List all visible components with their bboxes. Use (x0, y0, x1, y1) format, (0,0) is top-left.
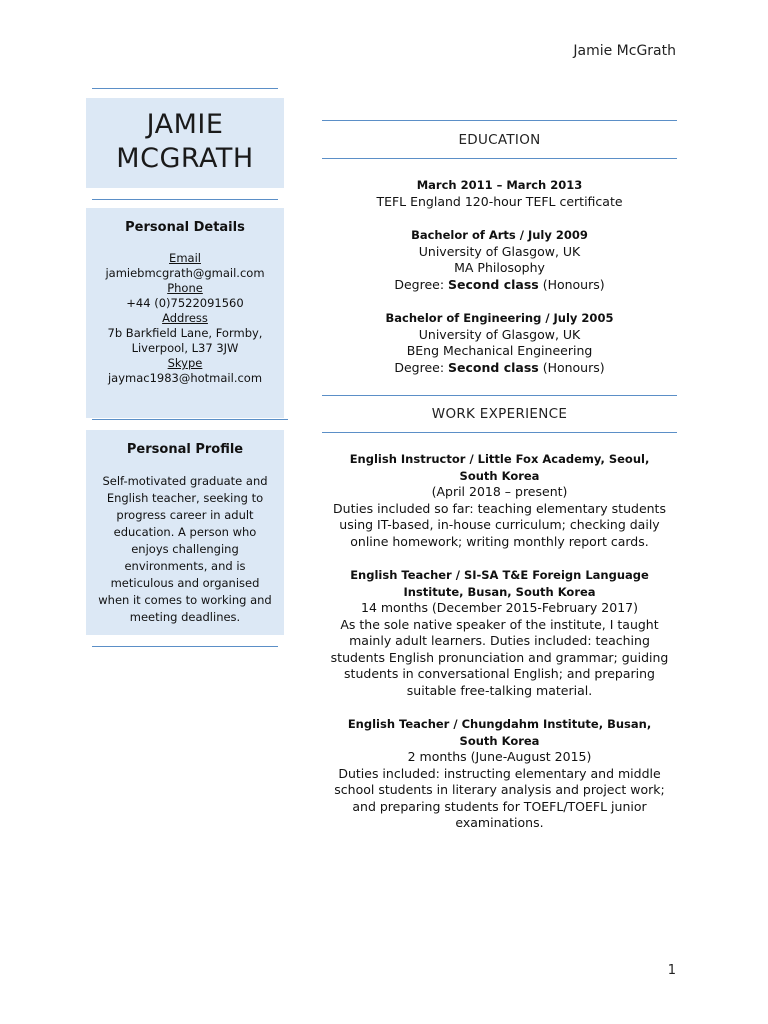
work-entry (322, 567, 677, 699)
address-label: Address (162, 311, 208, 325)
work-experience-title: WORK EXPERIENCE (431, 406, 568, 422)
personal-details-panel (86, 208, 284, 418)
work-top-rule (322, 395, 677, 396)
address-line-2: Liverpool, L37 3JW (131, 341, 239, 355)
personal-profile-panel (86, 430, 284, 635)
personal-details-title: Personal Details (125, 220, 245, 235)
work-section (322, 451, 677, 849)
skype-value: jaymac1983@hotmail.com (107, 371, 263, 385)
profile-bottom-rule (92, 646, 278, 647)
education-line: University of Glasgow, UK (418, 243, 581, 259)
work-period: (April 2018 – present) (431, 484, 568, 499)
header-name: Jamie McGrath (573, 43, 676, 59)
education-entry (322, 310, 677, 376)
education-heading: Bachelor of Arts / July 2009 (411, 228, 588, 242)
work-heading: English Teacher / Chungdahm Institute, Busan, South Korea (347, 717, 652, 748)
work-period: 2 months (June-August 2015) (407, 749, 592, 764)
education-line: BEng Mechanical Engineering (406, 343, 593, 358)
sidebar-top-rule (92, 88, 278, 89)
work-bottom-rule (322, 432, 677, 433)
details-top-rule (92, 199, 278, 200)
name-panel (86, 98, 284, 188)
education-heading: March 2011 – March 2013 (416, 178, 583, 192)
work-entry (322, 451, 677, 550)
work-heading: English Instructor / Little Fox Academy, Seoul, South Korea (349, 452, 650, 483)
details-bottom-rule (92, 419, 288, 420)
education-entry (322, 227, 677, 293)
email-value: jamiebmcgrath@gmail.com (105, 266, 265, 280)
page-number: 1 (667, 963, 676, 978)
education-line: MA Philosophy (454, 260, 545, 275)
work-period: 14 months (December 2015-February 2017) (361, 600, 638, 615)
education-section (322, 177, 677, 393)
education-line: TEFL England 120-hour TEFL certificate (376, 193, 623, 209)
education-title: EDUCATION (458, 132, 541, 148)
phone-value: +44 (0)7522091560 (126, 296, 244, 310)
work-description: Duties included so far: teaching elementary students using IT-based, in-house curriculum; checking daily online homework; writing monthly report cards. (333, 500, 666, 549)
education-heading: Bachelor of Engineering / July 2005 (385, 311, 614, 325)
work-heading: English Teacher / SI-SA T&E Foreign Language Institute, Busan, South Korea (350, 568, 649, 599)
address-line-1: 7b Barkfield Lane, Formby, (107, 326, 263, 340)
skype-label: Skype (167, 356, 203, 370)
candidate-name: JAMIE MCGRATH (116, 109, 254, 174)
education-degree: Degree: Second class (Honours) (394, 359, 605, 375)
education-top-rule (322, 120, 677, 121)
education-degree: Degree: Second class (Honours) (394, 276, 605, 292)
education-entry (322, 177, 677, 210)
personal-profile-text: Self-motivated graduate and English teacher, seeking to progress career in adult education. A person who enjoys challenging environments, and is meticulous and organised when it comes to working and meeting deadlines. (98, 474, 272, 624)
personal-details-list (86, 251, 284, 386)
work-description: As the sole native speaker of the institute, I taught mainly adult learners. Duties included: teaching students English pronunciation and grammar; guiding students in conversational English; and preparing suitable free-talking material. (330, 616, 669, 698)
education-bottom-rule (322, 158, 677, 159)
email-label: Email (169, 251, 201, 265)
work-description: Duties included: instructing elementary and middle school students in literary analysis and project work; and preparing students for TOEFL/TOEFL junior examinations. (334, 765, 665, 830)
personal-profile-title: Personal Profile (126, 442, 244, 457)
phone-label: Phone (167, 281, 203, 295)
work-entry (322, 716, 677, 832)
education-line: University of Glasgow, UK (418, 326, 581, 342)
